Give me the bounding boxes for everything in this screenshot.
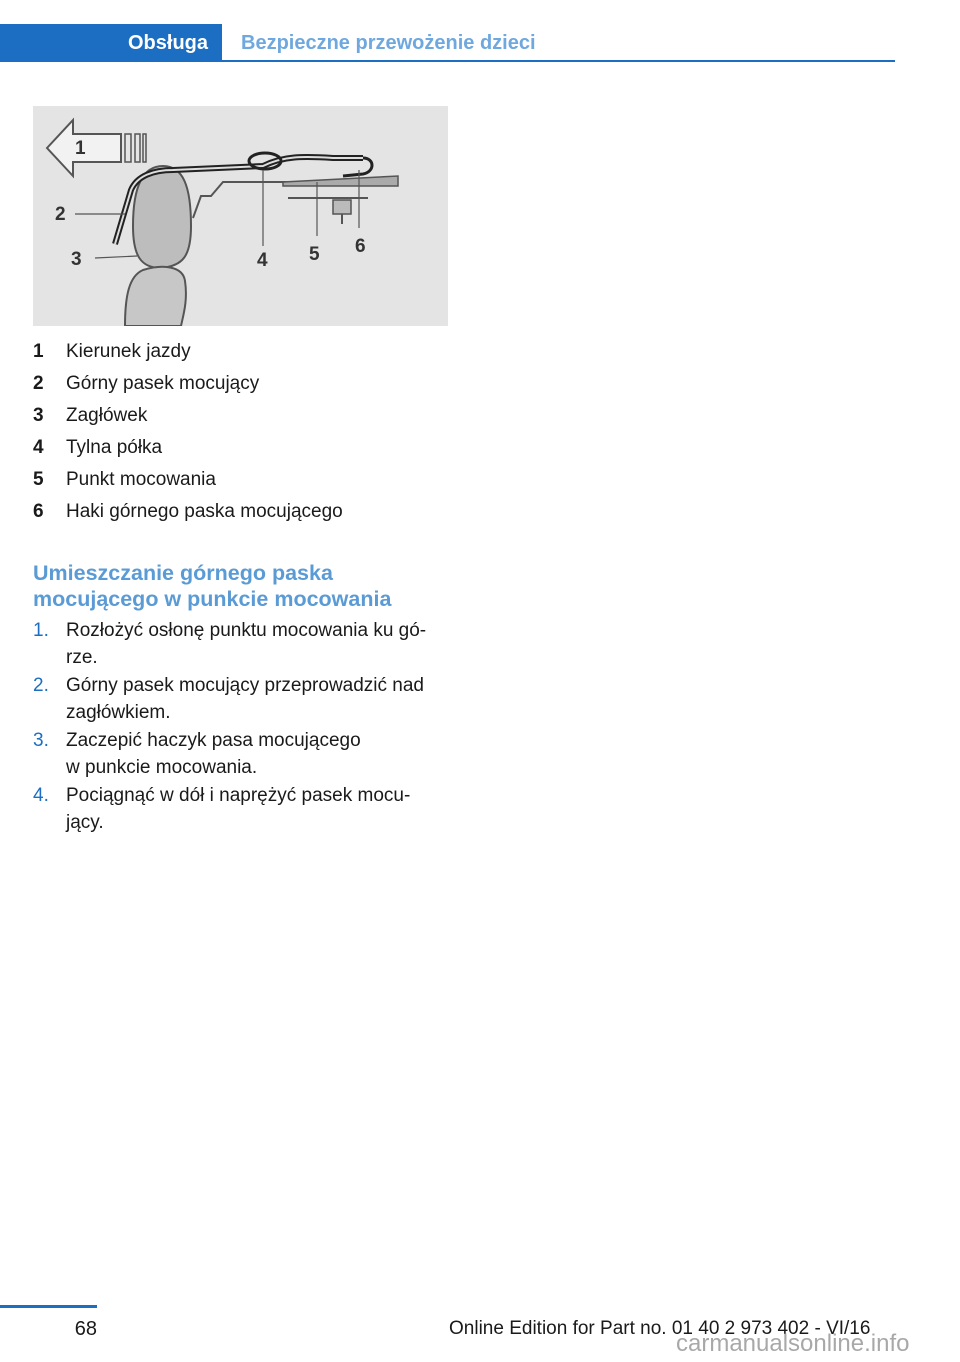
legend-label: Kierunek jazdy [66,341,191,362]
seat-back-shape [125,267,186,326]
step-number: 4. [33,785,49,806]
legend-number: 3 [33,405,44,426]
step-text-line: Zaczepić haczyk pasa mocującego [66,730,361,751]
legend-number: 4 [33,437,44,458]
watermark: carmanualsonline.info [676,1330,910,1357]
leader-line-3 [95,256,137,258]
legend-item [33,336,453,368]
illustration-svg [33,106,448,326]
step-number: 2. [33,675,49,696]
legend-number: 2 [33,373,44,394]
arrow-dash-2 [135,134,140,162]
step-text-line: zagłówkiem. [66,702,171,723]
callout-4: 4 [257,250,268,271]
step-text-line: Rozłożyć osłonę punktu mocowania ku gó‐ [66,620,427,641]
footer-rule [0,1305,97,1308]
legend-number: 1 [33,341,44,362]
legend-item [33,496,453,528]
callout-6: 6 [355,236,366,257]
instruction-steps [33,617,453,837]
legend-label: Górny pasek mocujący [66,373,260,394]
arrow-dash-3 [143,134,146,162]
callout-1: 1 [75,138,86,159]
callout-5: 5 [309,244,320,265]
page-number: 68 [74,1318,97,1340]
step-number: 3. [33,730,49,751]
tab-section-label: Obsługa [127,31,208,54]
legend-item [33,432,453,464]
step-item [33,727,453,781]
legend-label: Haki górnego paska mocującego [66,501,343,522]
step-item [33,672,453,726]
legend-item [33,400,453,432]
legend-label: Punkt mocowania [66,469,216,490]
step-text-line: rze. [66,647,98,668]
section-title [33,560,453,612]
rear-shelf-line [193,182,398,218]
header-rule [0,60,895,62]
step-text-line: w punkcie mocowania. [66,757,258,778]
section-title-line-2: mocującego w punkcie mocowania [33,587,392,611]
tether-strap-illustration [33,106,448,326]
legend-item [33,464,453,496]
arrow-dash-1 [125,134,131,162]
headrest-shape [133,166,191,268]
legend-label: Tylna półka [66,437,163,458]
tab-topic[interactable] [241,24,536,62]
step-text-line: jący. [66,812,104,833]
tab-topic-label: Bezpieczne przewożenie dzieci [241,31,536,54]
step-text-line: Górny pasek mocujący przeprowadzić nad [66,675,425,696]
legend-item [33,368,453,400]
section-title-line-1: Umieszczanie górnego paska [33,561,333,585]
figure-legend [33,336,453,528]
rear-shelf-panel [283,176,398,186]
tab-section-obsluga[interactable] [0,24,222,62]
anchor-bracket [333,200,351,214]
step-number: 1. [33,620,49,641]
step-item [33,782,453,836]
step-item [33,617,453,671]
step-text-line: Pociągnąć w dół i naprężyć pasek mocu‐ [66,785,411,806]
callout-2: 2 [55,204,66,225]
edition-note: Online Edition for Part no. 01 40 2 973 402 - VI/16 [449,1318,871,1339]
legend-number: 6 [33,501,44,522]
legend-label: Zagłówek [66,405,148,426]
legend-number: 5 [33,469,44,490]
callout-3: 3 [71,249,82,270]
